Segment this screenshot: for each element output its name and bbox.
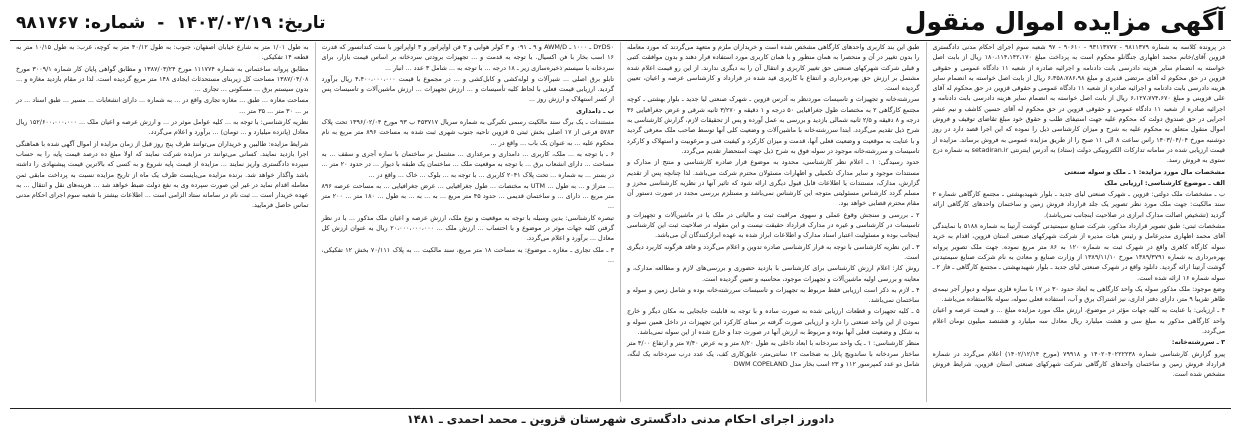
- paragraph: ۴ ـ لازم به ذکر است ارزیابی فقط مربوط به تجهیزات و تاسیسات سررشته‌خانه بوده و شامل زمین و سوله و ساختمان نمی‌باشد.: [627, 285, 920, 305]
- paragraph: ۳ ـ سررشته‌خانه:: [1171, 338, 1225, 347]
- paragraph: ۳ ـ ملک تجاری ـ مغازه ـ موضوع: به مساحت ۱۸ متر مربع، سند مالکیت ... به پلاک ۷۰/۱۱۱ بخش ۱۲ تفکیکی، ...: [321, 245, 615, 264]
- ad-date: تاریخ: ۱۴۰۳/۰۳/۱۹: [176, 13, 326, 33]
- ad-dateline: [16, 11, 326, 35]
- paragraph: در پرونده کلاسه به شماره ۹۸۱۱۳۷۹ - ۹۳۱۱۳۷۷۷ - ۹۰۶۱۰ - ۹۷ شعبه سوم اجرای احکام مدنی دادگستری قزوین آقای/خانم محمد اظهاری جنگانلو محکوم است به پرداخت مبلغ ۱۸۰،۱۱۴،۱۴۲،۱۷۰ ریال از بابت اصل خواسته به انضمام سایر هزینه دادرسی بابت دادنامه و اجرائیه صادره از شعبه ۱۱ دادگاه عمومی و حقوقی قزوین در حق محکوم له آقای مرتضی قدیری و مبلغ ۶،۳۵۸،۷۸۶،۹۸ ریال از بابت اصل خواسته به انضمام سایر هزینه دادرسی بابت دادنامه و اجرائیه صادره از شعبه ۱۱ دادگاه عمومی و حقوقی قزوین در حق محکوم له آقای علی قزوینی و مبلغ ۶،۱۲۷،۷۷۴،۶۷۰ ریال از بابت اصل خواسته به انضمام سایر هزینه دادرسی بابت دادنامه و اجرائیه صادره از شعبه ۱۱ دادگاه عمومی و حقوقی قزوین در حق محکوم له آقای حسین کاشف و نیم عشر اجرایی در حق صندوق دولت که محکوم علیه جهت استیفای طلب و حقوق خود مبلغ تقاضای توقیف و فروش اموال منقول متعلق به محکوم علیه به شرح و میزان کارشناسی ذیل را نموده که این اجرا قصد دارد در روز دوشنبه مورخ ۱۴۰۳/۰۴/۰۴ راس ساعت ۸ الی ۱۱ صبح را از طریق مزایده عمومی به فروش برساند. مزایده از قیمت ارزیابی شده در سامانه تدارکات الکترونیکی دولت (ستاد) به آدرس اینترنتی setadiran.ir به شماره درج ستوی به فروش رسد.: [932, 43, 1225, 165]
- paragraph: سررشته‌خانه و تجهیزات و تاسیسات موردنظر به آدرس قزوین ـ شهرک صنعتی لیا جدید ـ بلوار بهشتی ـ کوچه مجتمع کارگاهی ۲ به مختصات طول جغرافیایی ۵۰ درجه و ۱ دقیقه و ۳/۲۷۰ ثانیه شرقی و عرض جغرافیایی ۳۶ درجه و ۸ دقیقه و ۲/۵ ثانیه شمالی بازدید و بررسی به عمل آورده و پس از تحقیقات لازم، گزارش کارشناسی به شرح ذیل تقدیم می‌گردد. ابتدا سررشته‌خانه با ماشین‌آلات و وضعیت کلی آنها توسط صاحب ملک معرفی گردید و با عنایت به موقعیت و وضعیت فعلی آنها، قدمت و میزان کارکرد و کیفیت فنی و مرغوبیت و استهلاک و کارکرد تاسیسات و سررشته‌خانه موجود در سوله فوق به شرح ذیل جهت استحضار تقدیم می‌گردد.: [627, 95, 920, 155]
- paragraph: نظریه کارشناسی: با توجه به ... کلیه عوامل موثر در ... و ارزش عرصه و اعیان ملک ... ۱۵۲/۶۰۰،۰۰۰،۰۰۰ ریال معادل (پانزده میلیارد و ... تومان) ... برآورد و اعلام می‌گردد.: [16, 118, 309, 137]
- paragraph: حدود رسیدگی: ۱ ـ اعلام نظر کارشناسی، محدود به موضوع قرار صادره کارشناسی و منتج از مدارک و مستندات موجود و سایر مدارک تکمیلی و اظهارات مسئولان محترم شرکت می‌باشد. لذا چنانچه پس از تقدیم گزارش، مدارک، مستندات یا اطلاعات قابل قبول دیگری ارائه شود که تاثیر آنها در نظریه کارشناسی محرز و مسلم گردد کارشناس مسئولیتی متوجه این کارشناس نمی‌باشد و مستلزم بررسی مجدد در صورت دستور آن مقام محترم قضایی خواهد بود.: [627, 158, 920, 208]
- paragraph: مساحت مغازه ... طبق ... مغازه تجاری واقع در ... به شماره ... دارای انشعابات ... مسیر ... طبق اسناد ... در بر ... ۳۰ متر ... ۳۵ متر ...: [16, 96, 309, 115]
- paragraph: روش کار: اعلام ارزش کارشناسی برای کارشناسی با بازدید حضوری و بررسی‌های لازم و مطالعه مدارک، و معاینه و بررسی اولیه ماشین‌آلات و تجهیزات موجود، محاسبه و تعیین گردیده است.: [627, 264, 920, 283]
- paragraph: ۲ ـ بررسی و سنجش وقوع عملی و سهوی مراقبت ثبت و مالیاتی در ملک یا در ماشین‌آلات و تجهیزات و تاسیسات در کارشناسی و غیره در مدارک قرارداد حقیقت نیست و این مقوله در صلاحیت ثبت این کارشناسی اینجانب بوده و مسئولیت اعتبار اسناد مدارک و اطلاعات ابراز شده به عهده ابرازکنندگان آن می‌باشد.: [627, 210, 920, 240]
- paragraph: تابلو برق اصلی ... شیرآلات و لوله‌کشی و کابل‌کشی و ... در مجموع با قیمت ۴،۴۰۰،۰۰۰،۰۰۰ ریال برآورد گردید. ارزیابی قیمت فعلی با لحاظ کلیه تأسیسات و ... ارزش تجهیزات ... ارزش ماشین‌آلات و تاسیسات پس از کسر استهلاک و ارزش روز ...: [321, 74, 614, 104]
- dateline-separator: -: [157, 13, 165, 33]
- ad-column-1: [926, 42, 1232, 402]
- paragraph: شرایط مزایده: طالبین و خریداران می‌توانند ظرف پنج روز قبل از زمان مزایده از اموال آگهی شده با هماهنگی اجرا بازدید نمایند. کسانی می‌توانند در مزایده شرکت نمایند که اولا مبلغ ده درصد قیمت پایه را به حساب سپرده دادگستری واریز نمایند ... مزایده از قیمت پایه شروع و به کسی که بالاترین قیمت پیشنهادی را داشته باشد واگذار خواهد شد. برنده مزایده می‌بایست ظرف یک ماه از تاریخ مزایده نسبت به پرداخت مابقی ثمن معامله اقدام نماید در غیر این صورت سپرده وی به نفع دولت ضبط خواهد شد ... هزینه‌های نقل و انتقال ... به عهده خریدار است ... ثبت نام در سامانه ستاد الزامی است ... اطلاعات بیشتر با شعبه سوم اجرای احکام مدنی تماس حاصل فرمایید.: [16, 139, 309, 210]
- ad-column-2: [620, 42, 926, 402]
- paragraph: پیرو گزارش کارشناسی شماره ۱۴۰۲۰۴۰۲۲۲۲۳۸ و ۷۹۹۱۸ (مورخ ۱۴۰۲/۱۲/۱۴) اعلام می‌گردد در شماره قرارداد فروش زمین و ساختمان واحدهای کارگاهی شرکت شهرکهای صنعتی استان قزوین، شرایط فروش مشخص شده است.: [932, 349, 1225, 379]
- paragraph: طبق این بند کاربری واحدهای کارگاهی مشخص شده است و خریداران ملزم و متعهد می‌گردند که مورد معامله را بدون تغییر در آن و منحصرا به همان منظور و با همان کاربری مورد استفاده قرار دهند و بدون موافقت کتبی و قبلی شرکت شهرکهای صنعتی حق تغییر کاربری و انتقال آن را به دیگری ندارند. از این رو قیمت اعلام شده مشتمل بر ارزش حق بهره‌برداری و انتفاع با کاربری قید شده در قرارداد و کارشناسی عرصه و اعیان، تعیین گردیده است.: [627, 43, 920, 93]
- ad-header: [10, 6, 1231, 41]
- paragraph: تبصره کارشناسی: بدین وسیله با توجه به موقعیت و نوع ملک، ارزش عرصه و اعیان ملک مذکور ... با در نظر گرفتن کلیه جهات موثر در موضوع و با احتساب ... ارزش ملک ... ۲۰،۰۰۰،۰۰۰،۰۰۰ ریال به عنوان ارزش کل معادل ... برآورد و اعلام می‌گردد.: [321, 213, 615, 243]
- ad-footer-signature: دادورز اجرای احکام مدنی دادگستری شهرستان قزوین ـ محمد احمدی ـ ۱۴۸۱: [10, 408, 1231, 431]
- paragraph: مستندات ـ یک برگ سند مالکیت رسمی تکبرگی به شماره سریال ۴۵۳۷۱۷ ب ۹۳ مورخ ۱۳۹۶/۰۲/۰۴ تحت پلاک ۵۷۸۳ فرعی از ۱۷ اصلی بخش ثبتی ۵ قزوین ناحیه جنوب شهری ثبت شده به مساحت ۸۹۶ متر مربع به نام محکوم علیه ... به عنوان یک باب ... واقع در ...: [321, 118, 614, 147]
- paragraph: ۶ ـ با توجه به ... ملک، کاربری ... دامداری و مرغداری ... مشتمل بر ساختمان با سازه آجری و سقف ... به مساحت ... دارای انشعاب برق ... با توجه به موقعیت ملک ... ساختمان یک طبقه با دیوار ... در حدود ۲۰ متر ... در بستر ... به شماره ... تحت پلاک ۲۰۴۱ کاربری ... با توجه به ... بلوک ... خاک ... واقع در ...: [321, 149, 614, 179]
- paragraph: مشخصات ثبتی: طبق تصویر قرارداد مذکور، شرکت صنایع سیمتیدنی گوشت آرتینا به شماره ۵۱۸۸ با نمایندگی آقای محمد اظهاری مدیرعامل و رئیس هیات مدیره از شرکت شهرکهای صنعتی استان قزوین، اقدام به خرید سوله کارگاه کاهری واقع در شهرک ثبت به شماره ۱۲۰ به ۸۶ متر مربع نموده. جهت ملک تصویر پروانه بهره‌برداری به شماره ۱۳۸۹/۳۷۹۱ مورخ ۱۳۸۹/۱۱/۱۰ از وزارت صنایع و معادن به نام شرکت صنایع سیمتیدنی گوشت آرتینا ارائه گردید. دانلود واقع در شهرک صنعتی لیای جدید ـ بلوار شهیدبهشتی ـ مجتمع کارگاهی ـ فاز ۲ ـ سوله شماره ۱۶ ارائه شده است.: [932, 222, 1226, 282]
- paragraph: الف ـ موضوع کارشناسی: ارزیابی ملک: [1104, 178, 1225, 187]
- paragraph: ۴ ـ ارزیابی: با عنایت به کلیه جهات مؤثر در موضوع، ارزش ملک مورد مزایده مبلغ ... و قیمت عرصه و اعیان واحد کارگاهی مذکور به مبلغ سی و هشت میلیارد ریال معادل سه میلیارد و هشتصد میلیون تومان اعلام می‌گردد.: [932, 306, 1225, 336]
- ad-columns: [10, 42, 1231, 402]
- paragraph: وضع موجود: ملک مذکور سوله یک واحد کارگاهی به ابعاد حدود ۳۰ در ۱۷ با سازه فلزی سوله و دیوار آجر نیمه‌ی ظاهر تقریبا ۹ متر، دارای دفتر اداری، نیز اشتراک برق و آب، استفاده فعلی سوله، سوله بلااستفاده می‌باشد.: [932, 284, 1226, 304]
- paragraph: ب ـ دامداری: [576, 106, 614, 115]
- paragraph: ۳ ـ این نظریه کارشناسی با توجه به قرار کارشناسی صادره تدوین و اعلام می‌گردد و فاقد هرگونه کاربرد دیگری است.: [627, 242, 920, 261]
- ad-column-4: [10, 42, 315, 402]
- ad-title: آگهی مزایده اموال منقول: [904, 7, 1225, 36]
- ad-number: شماره: ۹۸۱۷۶۷: [16, 13, 146, 33]
- paragraph: مطابق پروانه ساختمانی به شماره ۱۱۱۷۷۴ مورخ ۱۳۸۷/۰۳/۲۴ و مطابق گواهی پایان کار شماره ۳۰۰۹/۱ مورخ ۱۳۸۷/۰۴/۰۸ مساحت کل زیربنای مستحدثات ایجادی ۱۴۸ متر مربع گردیده است. لذا در مقام بازدید مغازه و ... بدون سیستم برق ... مسکونی ... تجاری ...: [16, 64, 309, 94]
- paragraph: منظر کارشناسی: ۱ ـ یک واحد سردخانه با ابعاد داخلی به طول ۸/۲۰ متر و به عرض ۷/۴۰ متر و ارتفاع ۳/۰۰ متر ساختار سردخانه با ساندویچ پانل به ضخامت ۱۲ سانتی‌متر، عایق‌کاری کف، یک عدد درب سردخانه یک لنگه، شامل دو عدد کمپرسور ۱۱۲ و ۲۳ اسب بخار مدل DWM COPELAND: [627, 339, 920, 368]
- ad-column-3: [315, 42, 621, 402]
- paragraph: ... متراژ و ... به طول ... UTM به مختصات ... طول جغرافیایی ... عرض جغرافیایی ... به مساحت عرصه ۸۹۶ متر مربع ... دارای ... و ساختمان قدیمی ... حدود ۴۵ متر مربع ... به ... به ... به طول ... ۱۸۰ متر ... ۲۰۰ متر ...: [321, 181, 615, 211]
- paragraph: مشخصات مال مورد مزایده: ۱ ـ ملک و سوله صنعتی: [1064, 167, 1225, 176]
- paragraph: ب ـ مشخصات ملک دولتی: قزوین ـ شهرک صنعتی لیای جدید ـ بلوار شهیدبهشتی ـ مجتمع کارگاهی شماره ۲ سند مالکیت: جهت ملک مورد نظر تصویر یک جلد قرارداد فروش زمین و ساختمان واحدهای کارگاهی ارائه گردید (تشخیص اصالت مدارک ابرازی در صلاحیت اینجانب نمی‌باشد).: [932, 190, 1225, 219]
- paragraph: ۵ ـ کلیه تجهیزات و قطعات ارزیابی شده به صورت ساده و با توجه به قابلیت جابجایی به مکان دیگر و خارج نمودن از این واحد صنعتی را دارد و ارزیابی صورت گرفته بر مبنای کارکرد این تجهیزات در داخل همین سوله و به شکل و وضعیت فعلی آنها بوده و مربوط به ارزش آنها در صورت جدا و خارج شده از این سوله نمی‌باشد.: [627, 307, 920, 337]
- paragraph: به طول ۱/۰۱ متر به شارع خیابان اصفهان، جنوب: به طول ۴۰/۱۲ متر به کوچه، غرب: به طول ۱۰/۱۵ متر به قطعه ۱۴ تفکیکی.: [16, 43, 309, 62]
- paragraph: D۲DS۰ ـ ۱۰۰۰ ـ AWM/D و ۹ ـ ۰۹۱ و ۳ کولر هوایی و ۳ فن اواپراتور و ۳ اواپراتور با ست کندانسور که قدرت ۱۶ اسب بخار با فن اکسیال. با توجه به قدمت و ... تجهیزات برودتی سردخانه بر اساس قیمت بازار، برای سردخانه با سیستم ذخیره‌سازی زیر ـ ۱۸ درجه ... با توجه به ... شامل ۳ عدد ... انبار ...: [321, 43, 615, 72]
